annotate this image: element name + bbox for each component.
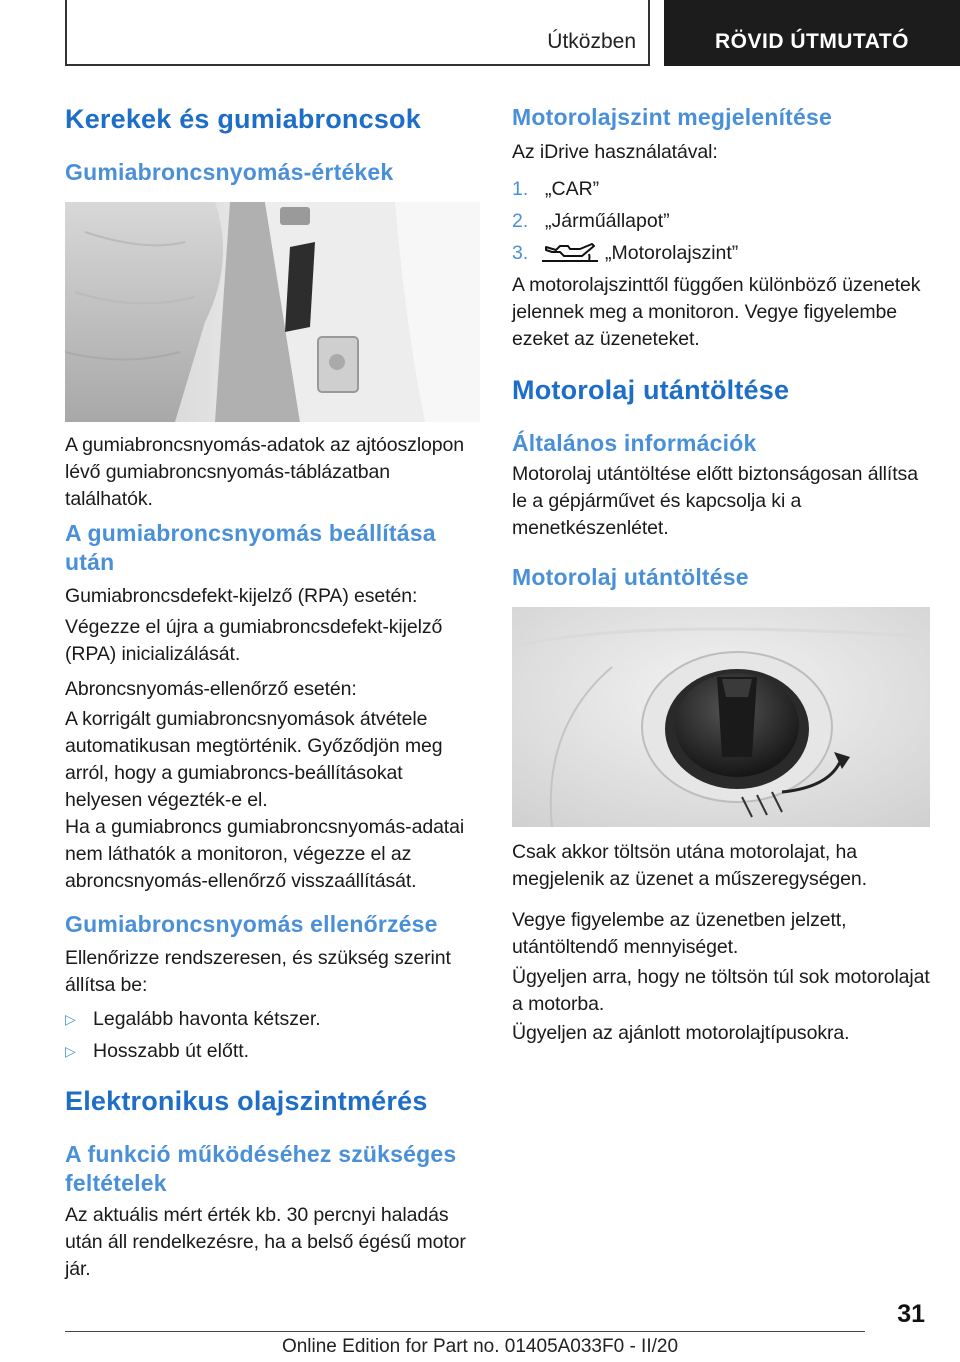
- heading-check-tire-pressure: Gumiabroncsnyomás ellenőrzése: [65, 911, 438, 937]
- heading-after-setting-pressure: A gumiabroncsnyomás beállítása után: [65, 520, 436, 575]
- requirements-text: Az aktuális mért érték kb. 30 percnyi haladás után áll rendelkezésre, ha a belső égésű motor jár.: [65, 1204, 466, 1280]
- door-pillar-image: [65, 202, 480, 422]
- header-bottom-rule: [65, 64, 650, 66]
- tpm-reset-text: Ha a gumiabroncs gumiabroncsnyomás-adatai nem láthatók a monitoron, végezze el az abroncsnyomás-ellenőrző visszaállítását.: [65, 816, 465, 892]
- heading-function-requirements: A funkció működéséhez szükséges feltételek: [65, 1141, 457, 1196]
- heading-tire-pressure-values: Gumiabroncsnyomás-értékek: [65, 159, 394, 185]
- heading-refill-engine-oil-2: Motorolaj utántöltése: [512, 564, 749, 590]
- tpm-label: Abroncsnyomás-ellenőrző esetén:: [65, 678, 357, 700]
- general-info-text: Motorolaj utántöltése előtt biztonságosan állítsa le a gépjárművet és kapcsolja ki a menetkészenlétet.: [512, 463, 918, 539]
- header-chapter-title: RÖVID ÚTMUTATÓ: [714, 30, 910, 53]
- oil-level-display-text: A motorolajszinttől függően különböző üzenetek jelennek meg a monitoron. Vegye figyelembe ezeket az üzeneteket.: [512, 274, 921, 350]
- header-left-rule: [65, 0, 67, 66]
- list-item: 2. „Járműállapot”: [512, 210, 670, 232]
- header-section-title: Útközben: [547, 30, 636, 53]
- idrive-text: Az iDrive használatával:: [512, 141, 718, 163]
- tire-pressure-values-text: A gumiabroncsnyomás-adatok az ajtóoszlopon lévő gumiabroncsnyomás-táblázatban találhatók.: [65, 434, 465, 510]
- list-item: ▷ Legalább havonta kétszer.: [65, 1006, 480, 1033]
- footer-edition: Online Edition for Part no. 01405A033F0 - II/20: [281, 1336, 679, 1357]
- header-mid-rule: [648, 0, 650, 66]
- list-item: 3. „Motorolajszint”: [512, 240, 930, 267]
- list-item: ▷ Hosszabb út előtt.: [65, 1038, 480, 1065]
- refill-text-2: Vegye figyelembe az üzenetben jelzett, utántöltendő mennyiséget.: [512, 909, 847, 958]
- page-number: 31: [897, 1300, 925, 1328]
- list-item: 1. „CAR”: [512, 178, 600, 200]
- rpa-text: Végezze el újra a gumiabroncsdefekt-kijelző (RPA) inicializálását.: [65, 616, 443, 665]
- triangle-right-icon: ▷: [65, 1043, 76, 1059]
- triangle-right-icon: ▷: [65, 1011, 76, 1027]
- refill-text-3: Ügyeljen arra, hogy ne töltsön túl sok motorolajat a motorba.: [512, 966, 930, 1015]
- rpa-label: Gumiabroncsdefekt-kijelző (RPA) esetén:: [65, 585, 418, 607]
- heading-general-information: Általános információk: [512, 430, 757, 456]
- oil-can-icon: [542, 242, 598, 272]
- footer-rule: [65, 1331, 865, 1332]
- oil-filler-cap-image: [512, 607, 930, 827]
- check-text: Ellenőrizze rendszeresen, és szükség szerint állítsa be:: [65, 947, 451, 996]
- heading-refill-engine-oil: Motorolaj utántöltése: [512, 375, 790, 405]
- heading-wheels-tires: Kerekek és gumiabroncsok: [65, 104, 421, 134]
- heading-electronic-oil-measurement: Elektronikus olajszintmérés: [65, 1086, 428, 1116]
- refill-text-1: Csak akkor töltsön utána motorolajat, ha megjelenik az üzenet a műszeregységen.: [512, 841, 867, 890]
- header-chapter-tab: [664, 0, 960, 66]
- refill-text-4: Ügyeljen az ajánlott motorolajtípusokra.: [512, 1022, 850, 1044]
- tpm-text: A korrigált gumiabroncsnyomások átvétele automatikusan megtörténik. Győződjön meg arról, hogy a gumiabroncs-beállításokat helyesen végezték-e el.: [65, 708, 443, 811]
- heading-oil-level-display: Motorolajszint megjelenítése: [512, 104, 832, 130]
